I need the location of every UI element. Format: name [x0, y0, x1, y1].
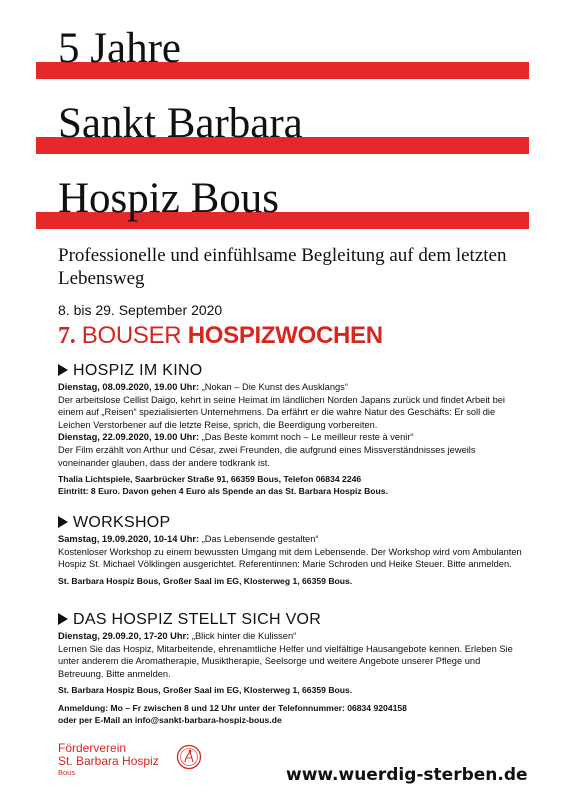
website-link[interactable]: www.wuerdig-sterben.de	[286, 765, 528, 785]
entry-when: Samstag, 19.09.2020, 10-14 Uhr:	[58, 534, 200, 544]
venue-info: Thalia Lichtspiele, Saarbrücker Straße 91, 66359 Bous, Telefon 06834 2246	[58, 474, 362, 485]
play-triangle-icon	[58, 516, 68, 528]
admission-info: Eintritt: 8 Euro. Davon gehen 4 Euro als Spende an das St. Barbara Hospiz Bous.	[58, 486, 388, 497]
foerderverein-logo	[58, 742, 159, 777]
logo-line-3: Bous	[58, 768, 76, 777]
event-dates: 8. bis 29. September 2020	[58, 302, 223, 318]
section-heading	[58, 514, 528, 532]
event-title-part1: BOUSER	[81, 322, 182, 349]
logo-line-2: St. Barbara Hospiz	[58, 754, 159, 768]
event-number: 7.	[58, 323, 76, 349]
entry-when: Dienstag, 22.09.2020, 19.00 Uhr:	[58, 432, 200, 443]
registration-line-1: Anmeldung: Mo – Fr zwischen 8 und 12 Uhr unter der Telefonnummer: 06834 9204158	[58, 703, 407, 714]
title-line-2: Sankt Barbara	[58, 100, 303, 147]
play-triangle-icon	[58, 613, 68, 625]
section-heading-text: DAS HOSPIZ STELLT SICH VOR	[73, 611, 322, 628]
entry-description: Kostenloser Workshop zu einem bewussten Umgang mit dem Lebensende. Der Workshop wird vom Ambulanten Hospiz St. Michael Völklingen ausgerichtet. Referentinnen: Marie Schroden und Heike Steuer. Bitte anmelden.	[58, 546, 522, 570]
entry-description: Lernen Sie das Hospiz, Mitarbeitende, ehrenamtliche Helfer und vielfältige Hausangebote kennen. Erleben Sie unter anderem die Aromatherapie, Musiktherapie, Seelsorge und weitere Angebote unserer Pflege und Betreuung. Bitte anmelden.	[58, 643, 513, 679]
entry-heading	[58, 431, 528, 444]
entry-description: Der Film erzählt von Arthur und César, zwei Freunden, die aufgrund eines Missverständnisses jeweils voneinander glauben, dass der andere todkrank ist.	[58, 444, 476, 468]
title-line-1: 5 Jahre	[58, 25, 181, 72]
entry-heading	[58, 533, 528, 546]
section-heading-text: HOSPIZ IM KINO	[73, 362, 203, 379]
section-hospiz-vorstellung	[58, 611, 528, 726]
event-title-part2: HOSPIZWOCHEN	[187, 322, 383, 349]
registration-line-2: oder per E-Mail an info@sankt-barbara-hospiz-bous.de	[58, 715, 282, 726]
section-kino	[58, 362, 528, 497]
entry-heading	[58, 630, 528, 643]
section-heading	[58, 362, 528, 380]
subtitle: Professionelle und einfühlsame Begleitung auf dem letzten Lebensweg	[58, 245, 507, 289]
section-heading-text: WORKSHOP	[73, 514, 171, 531]
venue-info: St. Barbara Hospiz Bous, Großer Saal im EG, Klosterweg 1, 66359 Bous.	[58, 685, 353, 696]
entry-when: Dienstag, 29.09.20, 17-20 Uhr:	[58, 631, 190, 641]
hospiz-seal-icon	[176, 744, 202, 770]
entry-what: „Das Lebensende gestalten“	[201, 534, 319, 544]
entry-what: „Das Beste kommt noch – Le meilleur reste à venir“	[201, 432, 414, 443]
play-triangle-icon	[58, 364, 68, 376]
section-workshop	[58, 514, 528, 587]
title-line-3: Hospiz Bous	[58, 175, 279, 222]
event-title	[58, 322, 383, 350]
section-heading	[58, 611, 528, 629]
entry-what: „Blick hinter die Kulissen“	[191, 631, 297, 641]
entry-description: Der arbeitslose Cellist Daigo, kehrt in seine Heimat im ländlichen Norden Japans zurück und findet Arbeit bei einem auf „Reisen“ spezialisierten Unternehmens. Da erfährt er die wahre Natur des Geschäfts: Er soll die Leichen Verstorbener auf die letzte Reise, sprich, die Beerdigung vorbereiten.	[58, 394, 505, 430]
entry-what: „Nokan – Die Kunst des Ausklangs“	[201, 382, 348, 392]
entry-when: Dienstag, 08.09.2020, 19.00 Uhr:	[58, 382, 200, 392]
entry-heading	[58, 381, 528, 394]
venue-info: St. Barbara Hospiz Bous, Großer Saal im EG, Klosterweg 1, 66359 Bous.	[58, 575, 353, 586]
logo-line-1: Förderverein	[58, 741, 127, 755]
